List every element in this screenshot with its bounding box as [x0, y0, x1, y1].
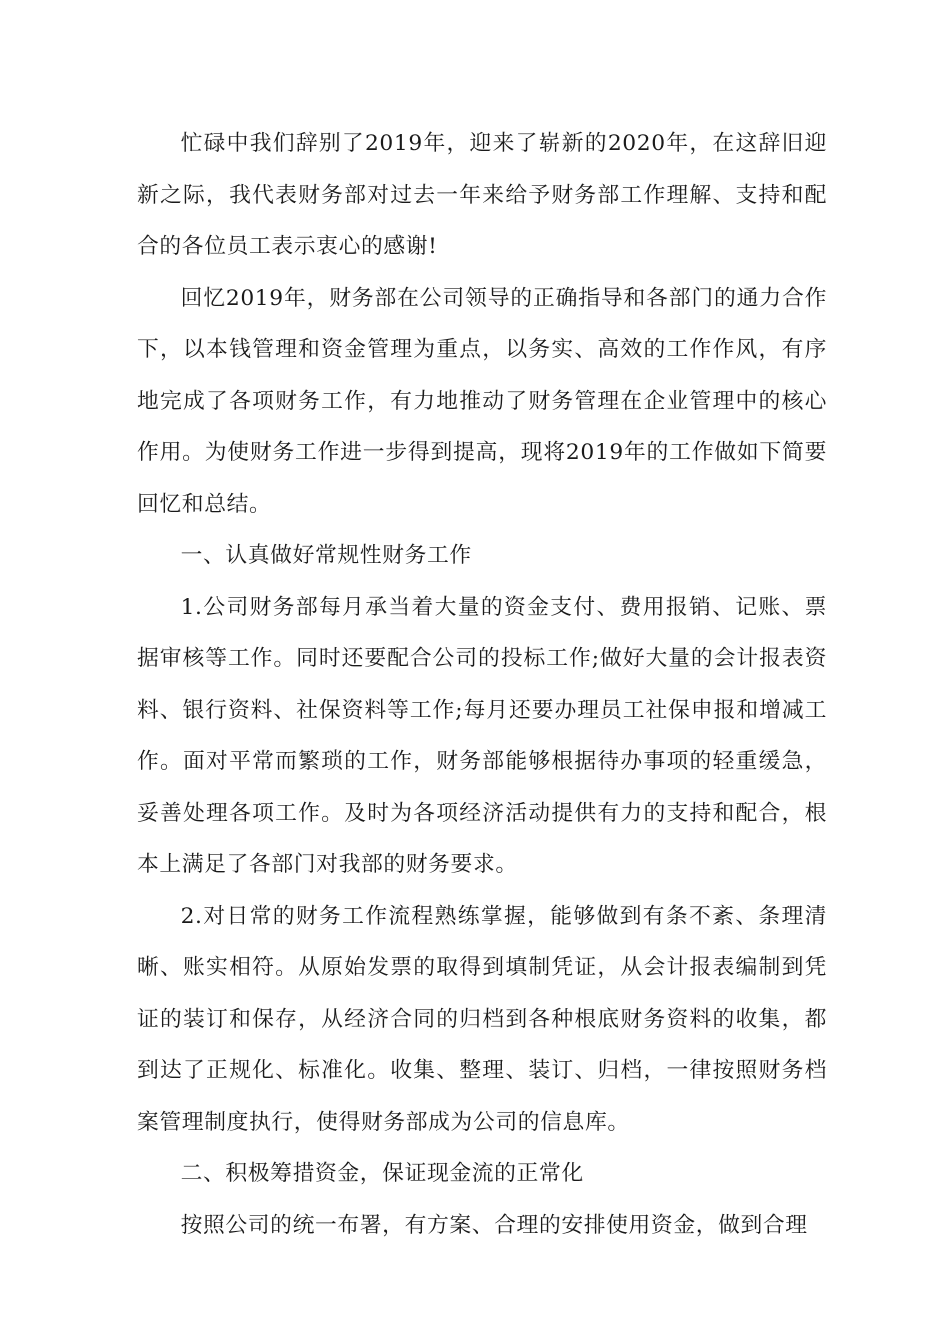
- paragraph-item-2: 2.对日常的财务工作流程熟练掌握，能够做到有条不紊、条理清晰、账实相符。从原始发票的取得到填制凭证，从会计报表编制到凭证的装订和保存，从经济合同的归档到各种根底财务资料的收集，都到达了正规化、标准化。收集、整理、装订、归档，一律按照财务档案管理制度执行，使得财务部成为公司的信息库。: [137, 903, 827, 1135]
- document-body: [137, 118, 827, 1251]
- section-heading-2: 二、积极筹措资金，保证现金流的正常化: [180, 1161, 584, 1186]
- section-heading-1: 一、认真做好常规性财务工作: [180, 543, 472, 568]
- paragraph-intro: 忙碌中我们辞别了2019年，迎来了崭新的2020年，在这辞旧迎新之际，我代表财务部对过去一年来给予财务部工作理解、支持和配合的各位员工表示衷心的感谢!: [137, 131, 827, 259]
- paragraph-item-1: 1.公司财务部每月承当着大量的资金支付、费用报销、记账、票据审核等工作。同时还要配合公司的投标工作;做好大量的会计报表资料、银行资料、社保资料等工作;每月还要办理员工社保申报和增减工作。面对平常而繁琐的工作，财务部能够根据待办事项的轻重缓急，妥善处理各项工作。及时为各项经济活动提供有力的支持和配合，根本上满足了各部门对我部的财务要求。: [137, 594, 827, 877]
- paragraph-review: 回忆2019年，财务部在公司领导的正确指导和各部门的通力合作下，以本钱管理和资金管理为重点，以务实、高效的工作作风，有序地完成了各项财务工作，有力地推动了财务管理在企业管理中的核心作用。为使财务工作进一步得到提高，现将2019年的工作做如下简要回忆和总结。: [137, 285, 827, 517]
- paragraph-funds: 按照公司的统一布署，有方案、合理的安排使用资金，做到合理: [180, 1212, 808, 1238]
